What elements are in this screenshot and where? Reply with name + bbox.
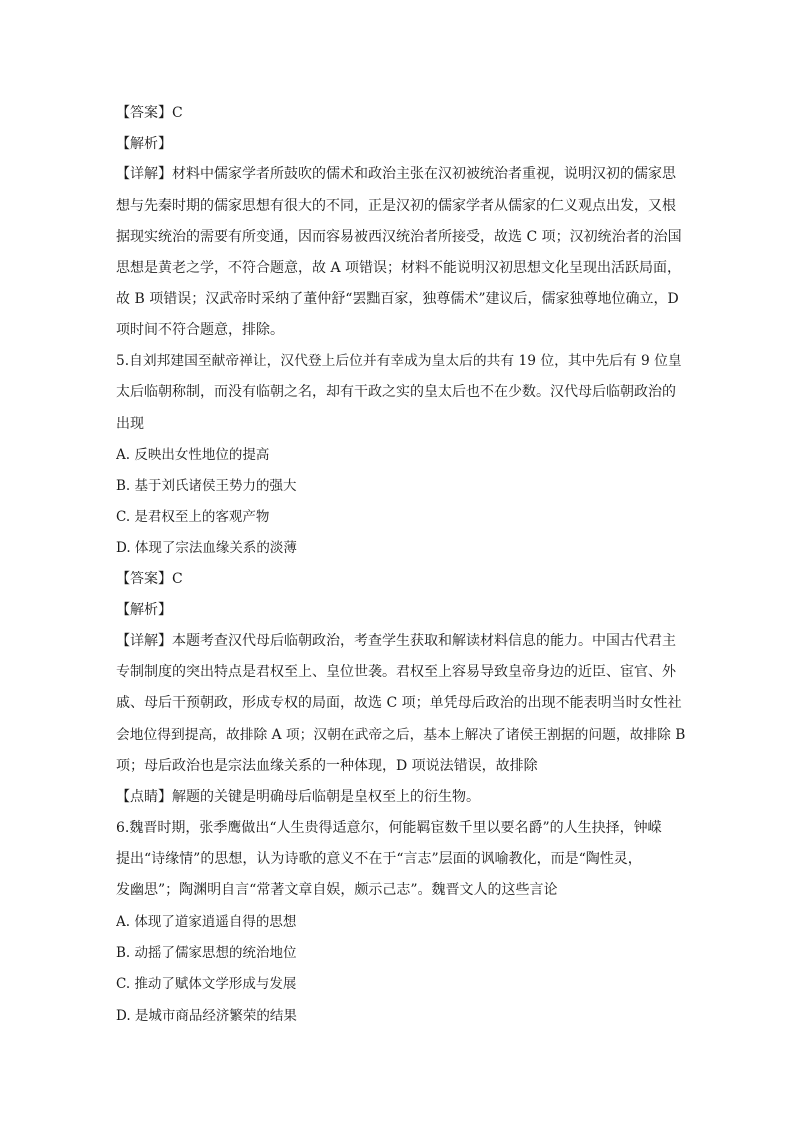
q6-stem-line: 6.魏晋时期，张季鹰做出“人生贵得适意尔，何能羁宦数千里以要名爵”的人生抉择，钟嵘 [116, 820, 662, 836]
q5-answer: 【答案】C [116, 571, 183, 587]
q4-answer: 【答案】C [116, 105, 183, 121]
q5-detail-line: 会地位得到提高，故排除 A 项；汉朝在武帝之后，基本上解决了诸侯王割据的问题，故排除 B [116, 727, 686, 743]
q4-detail-line: 思想是黄老之学，不符合题意，故 A 项错误；材料不能说明汉初思想文化呈现出活跃局面， [116, 260, 682, 276]
q4-detail-line: 【详解】材料中儒家学者所鼓吹的儒术和政治主张在汉初被统治者重视，说明汉初的儒家思 [116, 166, 676, 182]
q5-option-b: B. 基于刘氏诸侯王势力的强大 [116, 478, 297, 494]
q6-stem-line: 提出“诗缘情”的思想，认为诗歌的意义不在于“言志”层面的讽喻教化，而是“陶性灵， [116, 851, 642, 867]
q4-analysis-heading: 【解析】 [116, 136, 172, 152]
q5-point: 【点睛】解题的关键是明确母后临朝是皇权至上的衍生物。 [116, 789, 480, 805]
q5-stem-line: 5.自刘邦建国至献帝禅让，汉代登上后位并有幸成为皇太后的共有 19 位，其中先后有 9 位皇 [116, 353, 682, 369]
q5-stem-line: 太后临朝称制，而没有临朝之名，却有干政之实的皇太后也不在少数。汉代母后临朝政治的 [116, 384, 676, 400]
q4-detail-line: 故 B 项错误；汉武帝时采纳了董仲舒“罢黜百家，独尊儒术”建议后，儒家独尊地位确立，D [116, 291, 679, 307]
q5-detail-line: 项；母后政治也是宗法血缘关系的一种体现，D 项说法错误，故排除 [116, 758, 538, 774]
q4-detail-line: 据现实统治的需要有所变通，因而容易被西汉统治者所接受，故选 C 项；汉初统治者的治国 [116, 229, 682, 245]
q5-detail-line: 专制制度的突出特点是君权至上、皇位世袭。君权至上容易导致皇帝身边的近臣、宦官、外 [116, 664, 676, 680]
q5-detail-line: 【详解】本题考查汉代母后临朝政治，考查学生获取和解读材料信息的能力。中国古代君主 [116, 633, 676, 649]
q5-option-c: C. 是君权至上的客观产物 [116, 509, 270, 525]
q5-detail-line: 戚、母后干预朝政，形成专权的局面，故选 C 项；单凭母后政治的出现不能表明当时女性社 [116, 695, 682, 711]
q4-detail-line: 想与先秦时期的儒家思想有很大的不同，正是汉初的儒家学者从儒家的仁义观点出发，又根 [116, 198, 676, 214]
q6-option-d: D. 是城市商品经济繁荣的结果 [116, 1008, 297, 1024]
q5-stem-line: 出现 [116, 416, 144, 432]
q6-option-c: C. 推动了赋体文学形成与发展 [116, 976, 297, 992]
q4-detail-line: 项时间不符合题意，排除。 [116, 322, 284, 338]
q5-option-a: A. 反映出女性地位的提高 [116, 447, 270, 463]
q5-option-d: D. 体现了宗法血缘关系的淡薄 [116, 540, 297, 556]
q6-option-a: A. 体现了道家逍遥自得的思想 [116, 914, 297, 930]
q5-analysis-heading: 【解析】 [116, 602, 172, 618]
q6-option-b: B. 动摇了儒家思想的统治地位 [116, 945, 297, 961]
q6-stem-line: 发幽思”；陶渊明自言“常著文章自娱，颇示己志”。魏晋文人的这些言论 [116, 882, 558, 898]
